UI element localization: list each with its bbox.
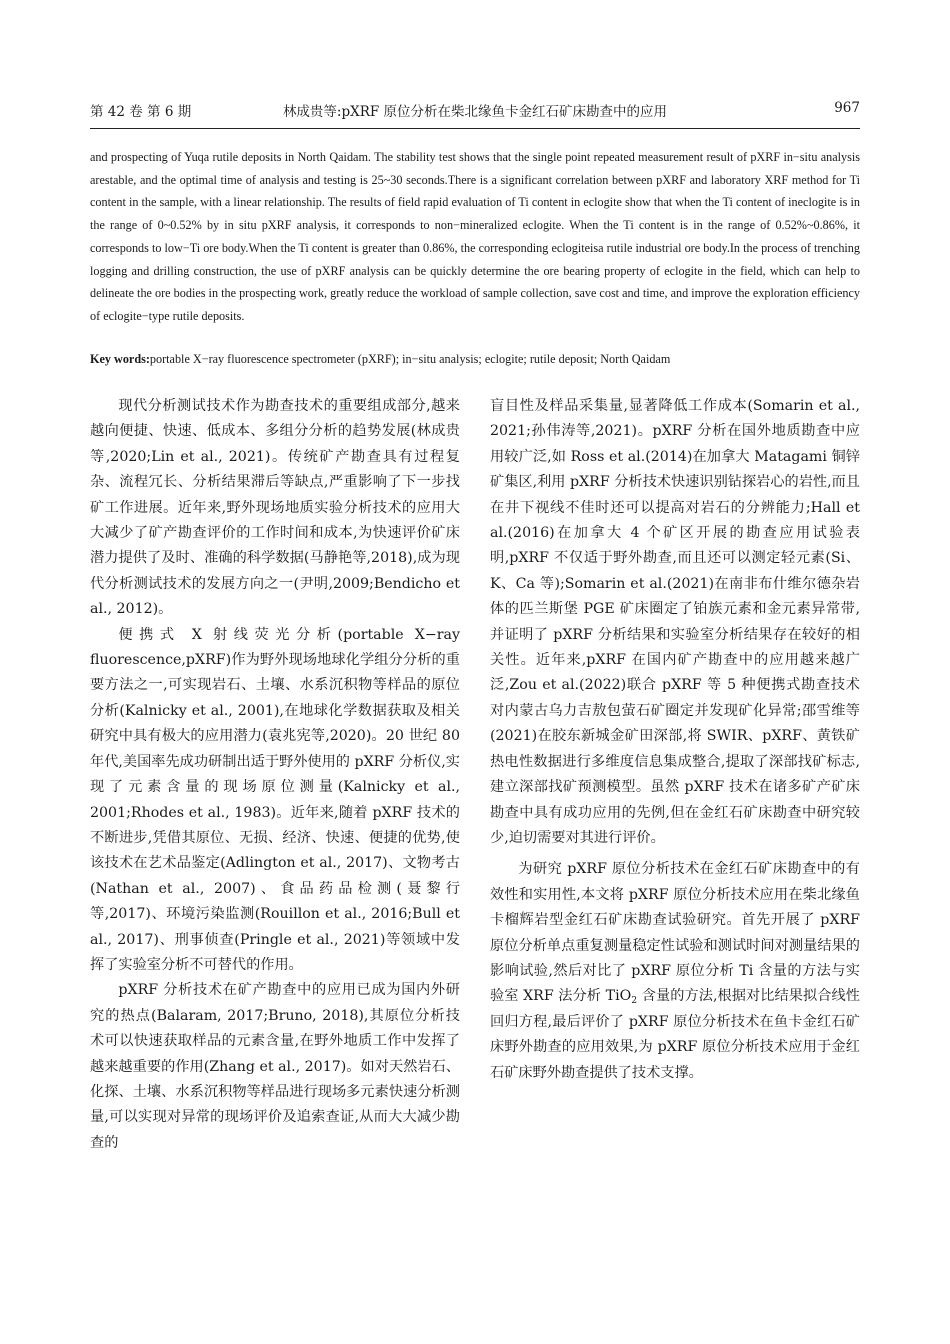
paragraph: 现代分析测试技术作为勘查技术的重要组成部分,越来越向便捷、快速、低成本、多组分分析的趋势发展(林成贵等,2020;Lin et al., 2021)。传统矿产勘查具有过程复杂、流程冗长、分析结果滞后等缺点,严重影响了下一步找矿工作进展。近年来,野外现场地质实验分析技术的应用大大减少了矿产勘查评价的工作时间和成本,为快速评价矿床潜力提供了及时、准确的科学数据(马静艳等,2018),成为现代分析测试技术的发展方向之一(尹明,2009;Bendicho et al., 2012)。 (90, 398, 460, 618)
keywords (90, 350, 860, 368)
abstract-text: and prospecting of Yuqa rutile deposits in North Qaidam. The stability test shows that the single point repeated measurement result of pXRF in−situ analysis arestable, and the optimal time of analysis and testing is 25~30 seconds.There is a significant correlation between pXRF and laboratory XRF method for Ti content in the sample, with a linear relationship. The results of field rapid evaluation of Ti content in eclogite show that when the Ti content of ineclogite is in the range of 0~0.52% by in situ pXRF analysis, it corresponds to non−mineralized eclogite. When the Ti content is in the range of 0.52%~0.86%, it corresponds to low−Ti ore body.When the Ti content is greater than 0.86%, the corresponding eclogiteisa rutile industrial ore body.In the process of trenching logging and drilling construction, the use of pXRF analysis can be quickly determine the ore bearing property of eclogite in the field, which can help to delineate the ore bodies in the prospecting work, greatly reduce the workload of sample collection, save cost and time, and improve the exploration efficiency of eclogite−type rutile deposits. (90, 150, 860, 323)
journal-issue: 第 42 卷 第 6 期 (90, 104, 192, 120)
running-header (90, 100, 860, 124)
paragraph: 便携式 X 射线荧光分析(portable X−ray fluorescence,pXRF)作为野外现场地球化学组分分析的重要方法之一,可实现岩石、土壤、水系沉积物等样品的原位分析(Kalnicky et al., 2001),在地球化学数据获取及相关研究中具有极大的应用潜力(袁兆宪等,2020)。20 世纪 80 年代,美国率先成功研制出适于野外使用的 pXRF 分析仪,实现了元素含量的现场原位测量(Kalnicky et al., 2001;Rhodes et al., 1983)。近年来,随着 pXRF 技术的不断进步,凭借其原位、无损、经济、快速、便捷的优势,使该技术在艺术品鉴定(Adlington et al., 2017)、文物考古(Nathan et al., 2007)、食品药品检测(聂黎行等,2017)、环境污染监测(Rouillon et al., 2016;Bull et al., 2017)、刑事侦查(Pringle et al., 2021)等领域中发挥了实验室分析不可替代的作用。 (90, 626, 460, 973)
subscript: 2 (631, 995, 638, 1007)
paragraph-continued: 盲目性及样品采集量,显著降低工作成本(Somarin et al., 2021;孙伟涛等,2021)。pXRF 分析在国外地质勘查中应用较广泛,如 Ross et al.(2014)在加拿大 Matagami 铜锌矿集区,利用 pXRF 分析技术快速识别钻探岩心的岩性,而且在井下视线不佳时还可以提高对岩石的分辨能力;Hall et al.(2016)在加拿大 4 个矿区开展的勘查应用试验表明,pXRF 不仅适于野外勘查,而且还可以测定轻元素(Si、K、Ca 等);Somarin et al.(2021)在南非布什维尔德杂岩体的匹兰斯堡 PGE 矿床圈定了铂族元素和金元素异常带,并证明了 pXRF 分析结果和实验室分析结果存在较好的相关性。近年来,pXRF 在国内矿产勘查中的应用越来越广泛,Zou et al.(2022)联合 pXRF 等 5 种便携式勘查技术对内蒙古乌力吉敖包萤石矿圈定并发现矿化异常;邵雪维等(2021)在胶东新城金矿田深部,将 SWIR、pXRF、黄铁矿热电性数据进行多维度信息集成整合,提取了深部找矿标志,建立深部找矿预测模型。虽然 pXRF 技术在诸多矿产矿床勘查中具有成功应用的先例,但在金红石矿床勘查中研究较少,迫切需要对其进行评价。 (490, 398, 860, 846)
paragraph: pXRF 分析技术在矿产勘查中的应用已成为国内外研究的热点(Balaram, 2017;Bruno, 2018),其原位分析技术可以快速获取样品的元素含量,在野外地质工作中发挥了越来越重要的作用(Zhang et al., 2017)。如对天然岩石、化探、土壤、水系沉积物等样品进行现场多元素快速分析测量,可以实现对异常的现场评价及追索查证,从而大大减少勘查的 (90, 982, 460, 1151)
paragraph-text: 含量的方法,根据对比结果拟合线性回归方程,最后评价了 pXRF 原位分析技术在鱼卡金红石矿床野外勘查的应用效果,为 pXRF 原位分析技术应用于金红石矿床野外勘查提供了技术支撑。 (490, 988, 860, 1081)
header-divider (90, 128, 860, 129)
paragraph (490, 857, 860, 1086)
paragraph-text: 为研究 pXRF 原位分析技术在金红石矿床勘查中的有效性和实用性,本文将 pXRF 原位分析技术应用在柴北缘鱼卡榴辉岩型金红石矿床勘查试验研究。首先开展了 pXRF 原位分析单点重复测量稳定性试验和测试时间对测量结果的影响试验,然后对比了 pXRF 原位分析 Ti 含量的方法与实验室 XRF 法分析 TiO (490, 861, 860, 1005)
keywords-label: Key words: (90, 352, 150, 366)
running-title: 林成贵等:pXRF 原位分析在柴北缘鱼卡金红石矿床勘查中的应用 (282, 104, 668, 120)
body-column-left (90, 394, 460, 1156)
body-column-right (490, 394, 860, 1086)
keywords-text: portable X−ray fluorescence spectrometer (pXRF); in−situ analysis; eclogite; rutile deposit; North Qaidam (149, 352, 671, 366)
page-number: 967 (834, 100, 860, 116)
